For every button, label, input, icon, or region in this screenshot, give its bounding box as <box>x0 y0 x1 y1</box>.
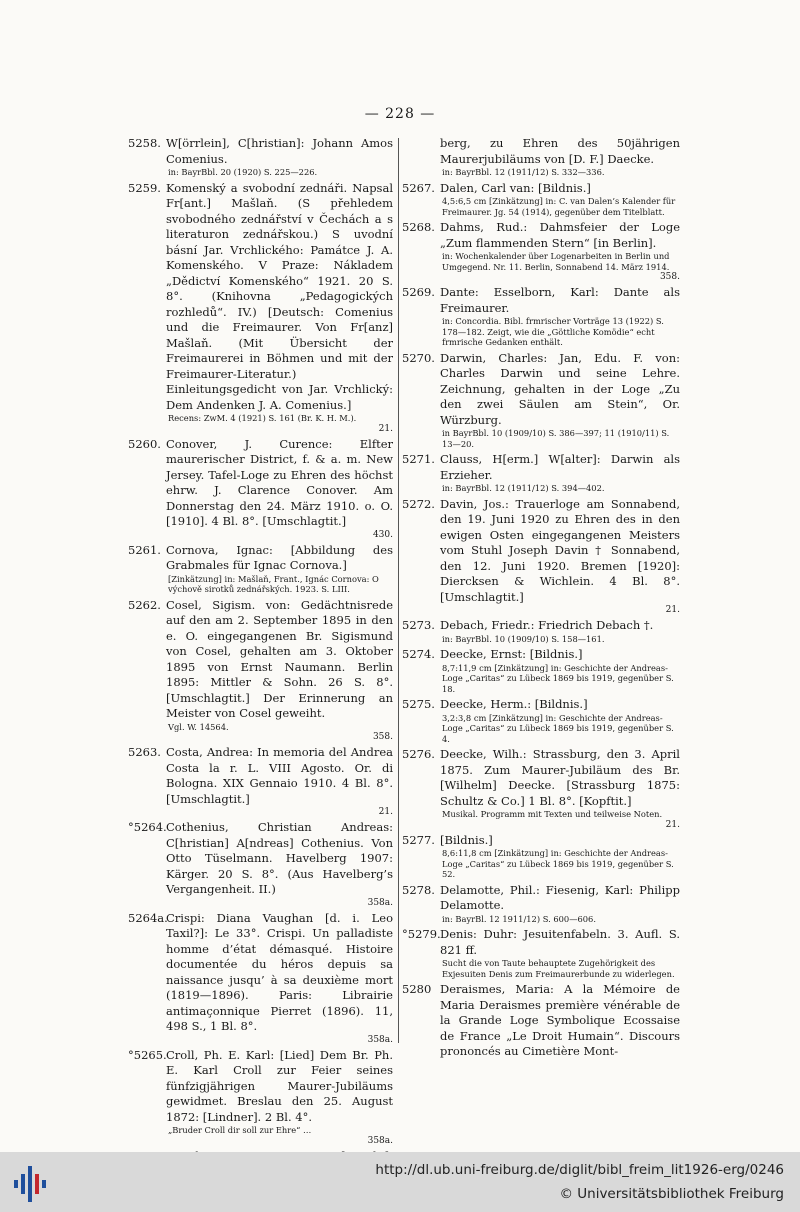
entry-number: 5259. <box>128 180 161 195</box>
footer-bar <box>0 1152 800 1212</box>
entry-text: Costa, Andrea: In memoria del Andrea Costa la r. L. VIII Agosto. Or. di Bologna. XIX Gennaio 1910. 4 Bl. 8°. [Umschlagtit.] <box>166 745 393 806</box>
entry-text: berg, zu Ehren des 50jährigen Maurerjubiläums von [D. F.] Daecke. <box>440 136 680 166</box>
entry-number: °5265. <box>128 1047 167 1062</box>
entry-shelf-number: 358a. <box>367 1135 393 1146</box>
entry-number: 5278. <box>402 882 435 897</box>
entry-body <box>166 1048 393 1146</box>
entry-note: 8,6:11,8 cm [Zinkätzung] in: Geschichte der Andreas-Loge „Caritas“ zu Lübeck 1869 bis 1919, gegenüber S. 52. <box>442 848 674 879</box>
entry-text: Debach, Friedr.: Friedrich Debach †. <box>440 618 654 632</box>
entry-text: Deecke, Herm.: [Bildnis.] <box>440 697 588 711</box>
entry-body <box>440 136 680 178</box>
entry-shelf-number: 358. <box>372 732 393 742</box>
entry-number: 5274. <box>402 647 435 661</box>
entry-shelf-number: 21. <box>665 819 680 830</box>
entry-number: 5263. <box>128 745 161 759</box>
entry-body <box>166 745 393 817</box>
entry-body <box>440 452 680 494</box>
entry-note: Musikal. Programm mit Texten und teilweise Noten. <box>442 809 663 819</box>
entry-body <box>166 543 393 595</box>
left-column <box>128 136 393 1198</box>
bibliography-entry <box>402 181 680 218</box>
bibliography-entry <box>402 927 680 979</box>
entry-body <box>440 220 680 282</box>
entry-text: Croll, Ph. E. Karl: [Lied] Dem Br. Ph. E. Karl Croll zur Feier seines fünfzigjährigen Maurer-Jubiläums gewidmet. Breslau den 25. August 1872: [Lindner]. 2 Bl. 4°. <box>166 1047 393 1124</box>
entry-note: 4,5:6,5 cm [Zinkätzung] in: C. van Dalen’s Kalender für Freimaurer. Jg. 54 (1914), gegenüber dem Titelblatt. <box>442 196 676 217</box>
entry-note: Vgl. W. 14564. <box>168 721 229 732</box>
copyright-text: © Universitätsbibliothek Freiburg <box>559 1186 784 1202</box>
bibliography-entry <box>402 497 680 616</box>
entry-note: in: BayrBl. 12 1911/12) S. 600—606. <box>442 913 596 924</box>
entry-text: Clauss, H[erm.] W[alter]: Darwin als Erzieher. <box>440 452 680 482</box>
bibliography-entry <box>128 598 393 743</box>
library-logo-icon <box>10 1164 50 1204</box>
entry-number: 5271. <box>402 452 435 466</box>
entry-note: [Zinkätzung] in: Mašlaň, Frant., Ignác Cornova: O výchově sirotků zednářských. 1923. S. LIII. <box>168 573 379 594</box>
bibliography-entry <box>128 136 393 178</box>
bibliography-entry <box>128 745 393 817</box>
bibliography-entry <box>402 883 680 925</box>
entry-note: in: BayrBbl. 20 (1920) S. 225—226. <box>168 167 318 177</box>
entry-note: in: Concordia. Bibl. frmrischer Vorträge 13 (1922) S. 178—182. Zeigt, wie die „Göttliche Komödie“ echt frmrische Gedanken enthält. <box>442 316 664 347</box>
entry-body <box>440 883 680 925</box>
entry-text: Davin, Jos.: Trauerloge am Sonnabend, den 19. Juni 1920 zu Ehren des in den ewigen Osten eingegangenen Meisters vom Stuhl Joseph Davin † Sonnabend, den 12. Juni 1920. Bremen [1920]: Diercksen & Wichlein. 4 Bl. 8°. [Umschlagtit.] <box>440 496 680 604</box>
bibliography-entry <box>402 697 680 744</box>
entry-number: 5270. <box>402 350 435 365</box>
entry-body <box>440 697 680 744</box>
entry-number: 5273. <box>402 618 435 632</box>
entry-shelf-number: 21. <box>378 423 393 434</box>
entry-number: 5258. <box>128 136 161 150</box>
entry-text: Komenský a svobodní zednáři. Napsal Fr[ant.] Mašlaň. (S přehledem svobodného zednářství v Čechách a s literaturon zednářskou.) S uvodní básní Jar. Vrchlického: Památce J. A. Komenského. V Praze: Nákladem „Dědictví Komenského“ 1921. 20 S. 8°. (Knihovna „Pedagogických rozhledů“. IV.) [Deutsch: Comenius und die Freimaurer. Von Fr[anz] Mašlaň. (Mit Übersicht der Freimaurerei in Böhmen und mit der Freimaurer-Literatur.) Einleitungsgedicht von Jar. Vrchlický: Dem Andenken J. A. Comenius.] <box>166 180 393 412</box>
entry-note: Sucht die von Taute behauptete Zugehörigkeit des Exjesuiten Denis zum Freimaurerbunde zu widerlegen. <box>442 958 675 979</box>
entry-text: Crispi: Diana Vaughan [d. i. Leo Taxil?]: Le 33°. Crispi. Un palladiste homme d’état démasqué. Histoire documentée du héros depuis sa naissance jusqu’ à sa deuxième mort (1819—1896). Paris: Librairie antimaçonnique Pierret (1896). 11, 498 S., 1 Bl. 8°. <box>166 910 393 1033</box>
entry-note: in: BayrBbl. 12 (1911/12) S. 394—402. <box>442 483 605 493</box>
entry-text: Cothenius, Christian Andreas: C[hristian] A[ndreas] Cothenius. Von Otto Tüselmann. Havelberg 1907: Kärger. 20 S. 8°. (Aus Havelberg’s Vergangenheit. II.) <box>166 820 393 896</box>
entry-number: 5280 <box>402 982 432 996</box>
entry-text: Dalen, Carl van: [Bildnis.] <box>440 180 591 195</box>
entry-text: Darwin, Charles: Jan, Edu. F. von: Charles Darwin und seine Lehre. Zeichnung, gehalten in der Loge „Zu den zwei Säulen am Stein“, Or. Würzburg. <box>440 350 680 427</box>
page-number: — 228 — <box>364 106 436 122</box>
bibliography-entry <box>402 747 680 830</box>
bibliography-entry <box>402 136 680 178</box>
entry-number: 5276. <box>402 747 435 761</box>
entry-number: 5261. <box>128 542 161 557</box>
entry-text: Deraismes, Maria: A la Mémoire de Maria Deraismes première vénérable de la Grande Loge Symbolique Ecossaise de France „Le Droit Humain“. Discours prononcés au Cimetière Mont- <box>440 982 680 1058</box>
entry-body <box>440 982 680 1060</box>
entry-shelf-number: 21. <box>665 605 680 615</box>
entry-body <box>166 598 393 743</box>
entry-body <box>166 820 393 908</box>
right-column <box>402 136 680 1063</box>
entry-note: Recens: ZwM. 4 (1921) S. 161 (Br. K. H. M.). <box>168 413 357 423</box>
entry-number: 5267. <box>402 180 435 195</box>
entry-body <box>440 497 680 616</box>
bibliography-entry <box>128 1048 393 1146</box>
entry-note: in: BayrBbl. 10 (1909/10) S. 158—161. <box>442 633 605 644</box>
entry-text: Delamotte, Phil.: Fiesenig, Karl: Philipp Delamotte. <box>440 882 680 912</box>
bibliography-entry <box>402 618 680 644</box>
bibliography-entry <box>128 437 393 540</box>
entry-text: W[örrlein], C[hristian]: Johann Amos Comenius. <box>166 136 393 166</box>
entry-shelf-number: 21. <box>378 807 393 817</box>
entry-number: 5262. <box>128 597 161 612</box>
bibliography-entry <box>402 647 680 694</box>
source-url-link[interactable]: http://dl.ub.uni-freiburg.de/diglit/bibl_freim_lit1926-erg/0246 <box>375 1162 784 1178</box>
entry-note: in BayrBbl. 10 (1909/10) S. 386—397; 11 (1910/11) S. 13—20. <box>442 428 670 449</box>
entry-body <box>440 647 680 694</box>
entry-body <box>440 747 680 830</box>
entry-text: [Bildnis.] <box>440 832 493 847</box>
entry-text: Denis: Duhr: Jesuitenfabeln. 3. Aufl. S. 821 ff. <box>440 927 680 957</box>
column-divider <box>398 138 399 1043</box>
bibliography-entry <box>402 351 680 450</box>
entry-note: in: Wochenkalender über Logenarbeiten in Berlin und Umgegend. Nr. 11. Berlin, Sonnabend 14. März 1914. <box>442 251 670 272</box>
entry-number: 5275. <box>402 697 435 711</box>
entry-note: in: BayrBbl. 12 (1911/12) S. 332—336. <box>442 167 605 177</box>
entry-text: Dahms, Rud.: Dahmsfeier der Loge „Zum flammenden Stern“ [in Berlin]. <box>440 220 680 250</box>
bibliography-entry <box>402 285 680 348</box>
entry-body <box>440 181 680 218</box>
bibliography-entry <box>402 220 680 282</box>
entry-text: Deecke, Wilh.: Strassburg, den 3. April 1875. Zum Maurer-Jubiläum des Br. [Wilhelm] Deecke. [Strassburg 1875: Schultz & Co.] 1 Bl. 8°. [Kopftit.] <box>440 747 680 808</box>
entry-note: „Bruder Croll dir soll zur Ehre“ … <box>168 1125 312 1135</box>
bibliography-entry <box>128 820 393 908</box>
entry-shelf-number: 358. <box>659 272 680 282</box>
bibliography-entry <box>402 452 680 494</box>
entry-body <box>440 833 680 880</box>
entry-number: 5264a. <box>128 910 168 925</box>
entry-number: 5277. <box>402 832 435 847</box>
entry-number: °5279. <box>402 927 441 941</box>
entry-body <box>166 136 393 178</box>
entry-text: Cornova, Ignac: [Abbildung des Grabmales für Ignac Cornova.] <box>166 542 393 572</box>
entry-body <box>166 911 393 1045</box>
entry-shelf-number: 430. <box>372 529 393 540</box>
bibliography-entry <box>402 833 680 880</box>
bibliography-entry <box>128 911 393 1045</box>
entry-body <box>440 927 680 979</box>
entry-shelf-number: 358a. <box>367 1034 393 1045</box>
bibliography-entry <box>128 543 393 595</box>
entry-number: 5260. <box>128 436 161 451</box>
entry-text: Cosel, Sigism. von: Gedächtnisrede auf den am 2. September 1895 in den e. O. eingegangenen Br. Sigismund von Cosel, gehalten am 3. Oktober 1895 von Ernst Naumann. Berlin 1895: Mittler & Sohn. 26 S. 8°. [Umschlagtit.] Der Erinnerung an Meister von Cosel geweiht. <box>166 597 393 720</box>
entry-body <box>166 181 393 434</box>
entry-shelf-number: 358a. <box>367 897 393 908</box>
entry-body <box>440 618 680 644</box>
entry-number: 5269. <box>402 285 435 299</box>
entry-number: 5268. <box>402 220 435 234</box>
bibliography-entry <box>128 181 393 434</box>
entry-text: Deecke, Ernst: [Bildnis.] <box>440 647 583 661</box>
entry-body <box>440 351 680 450</box>
entry-number: 5272. <box>402 496 435 511</box>
entry-body <box>166 437 393 540</box>
entry-note: 3,2:3,8 cm [Zinkätzung] in: Geschichte der Andreas-Loge „Caritas“ zu Lübeck 1869 bis 1919, gegenüber S. 4. <box>442 712 674 744</box>
entry-text: Dante: Esselborn, Karl: Dante als Freimaurer. <box>440 285 680 315</box>
entry-note: 8,7:11,9 cm [Zinkätzung] in: Geschichte der Andreas-Loge „Caritas“ zu Lübeck 1869 bis 1919, gegenüber S. 18. <box>442 662 674 694</box>
entry-text: Conover, J. Curence: Elfter maurerischer District, f. & a. m. New Jersey. Tafel-Loge zu Ehren des höchst ehrw. J. Clarence Conover. Am Donnerstag den 24. März 1910. o. O. [1910]. 4 Bl. 8°. [Umschlagtit.] <box>166 436 393 528</box>
entry-number: °5264. <box>128 820 167 834</box>
entry-body <box>440 285 680 348</box>
bibliography-entry <box>402 982 680 1060</box>
